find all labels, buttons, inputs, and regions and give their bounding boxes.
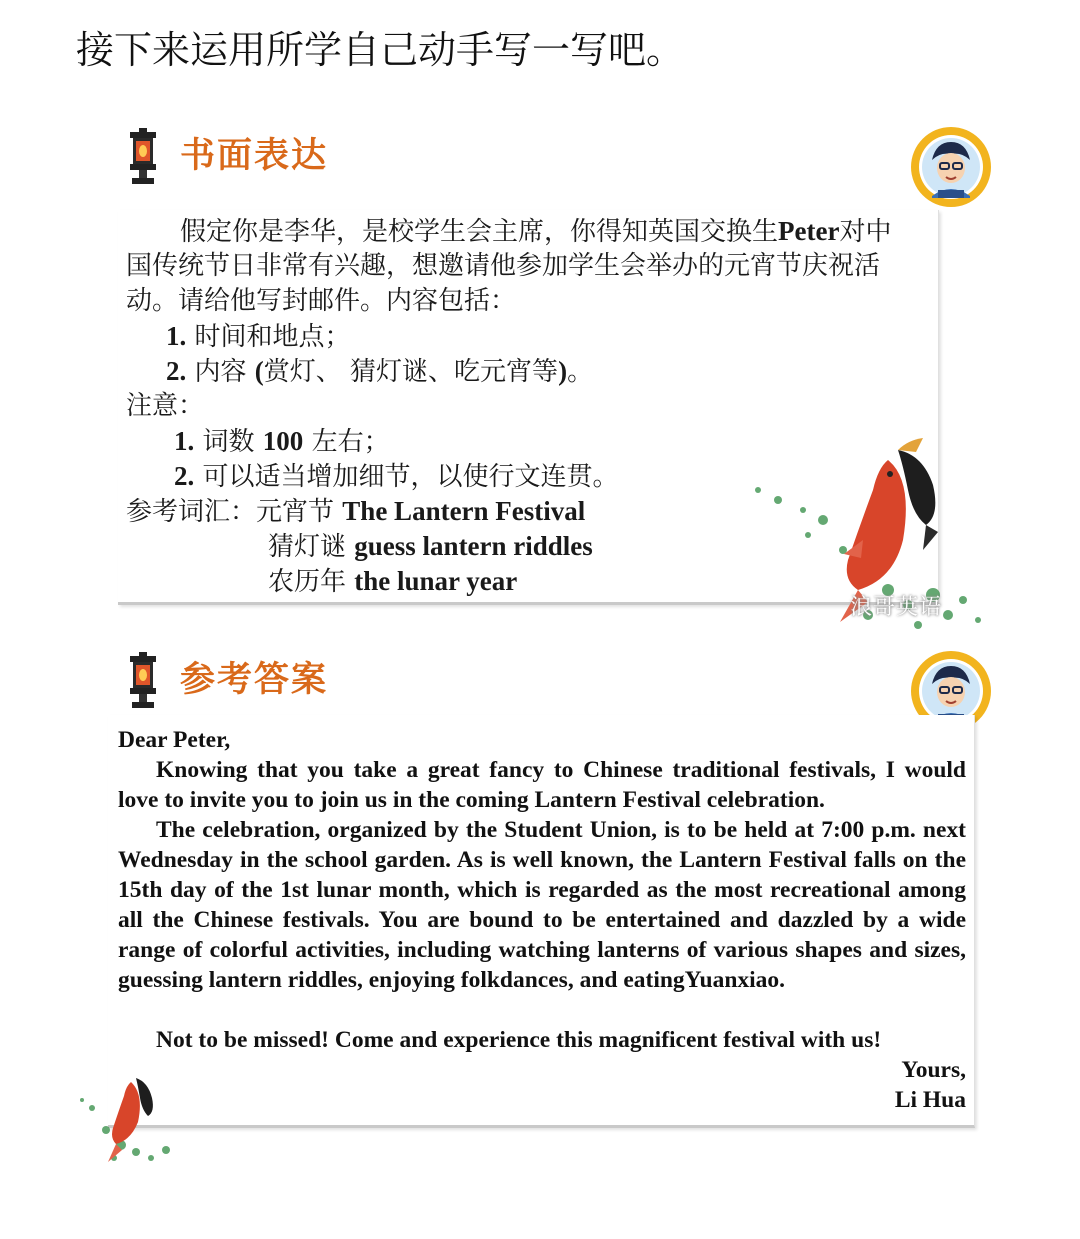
- task-para1-line1: 假定你是李华，是校学生会主席，你得知英国交换生Peter对中: [180, 216, 892, 247]
- letter-para2: The celebration, organized by the Student Union, is to be held at 7:00 p.m. next Wednesday in the school garden. As is well known, the Lantern Festival falls on the 15th day of the 1st lunar month, which is regarded as the most recreational among all the Chinese festivals. You are bound to be entertained and dazzled by a wide range of colorful activities, including watching lanterns of various shapes and sizes, guessing lantern riddles, enjoying folkdances, and eatingYuanxiao.: [118, 817, 966, 993]
- letter-para3: Not to be missed! Come and experience this magnificent festival with us!: [156, 1027, 882, 1053]
- section2-header: [122, 652, 982, 712]
- section2-title: 参考答案: [180, 660, 329, 700]
- lantern-icon: [122, 128, 164, 186]
- letter-signature: Li Hua: [894, 1087, 966, 1113]
- section1-title: 书面表达: [180, 136, 329, 176]
- watermark-text: 浪哥英语: [850, 595, 943, 620]
- note-label: 注意：: [126, 391, 205, 421]
- section1-header: [122, 128, 982, 188]
- vocab-line2: 猜灯谜 guess lantern riddles: [268, 531, 593, 562]
- task-para1-line2: 国传统节日非常有兴趣，想邀请他参加学生会举办的元宵节庆祝活: [126, 251, 881, 281]
- note-item2: 2. 可以适当增加细节，以使行文连贯。: [174, 461, 619, 492]
- task-item2: 2. 内容 (赏灯、 猜灯谜、吃元宵等)。: [166, 356, 594, 387]
- logo-badge-icon: [910, 126, 992, 208]
- vocab-line1: 参考词汇：元宵节 The Lantern Festival: [126, 496, 586, 527]
- task-item1: 1. 时间和地点；: [166, 321, 351, 352]
- task-para1-line3: 动。请给他写封邮件。内容包括：: [126, 286, 517, 316]
- note-item1: 1. 词数 100 左右；: [174, 426, 390, 457]
- letter-closing: Yours,: [901, 1057, 966, 1083]
- intro-text: 接下来运用所学自己动手写一写吧。: [76, 28, 685, 72]
- answer-box: [108, 715, 975, 1128]
- letter-para1: Knowing that you take a great fancy to Chinese traditional festivals, I would love to invite you to join us in the coming Lantern Festival celebration.: [118, 757, 966, 813]
- lantern-icon: [122, 652, 164, 710]
- vocab-line3: 农历年 the lunar year: [268, 566, 518, 597]
- koi-fish-decoration: [76, 1070, 186, 1170]
- letter-salutation: Dear Peter,: [118, 727, 231, 753]
